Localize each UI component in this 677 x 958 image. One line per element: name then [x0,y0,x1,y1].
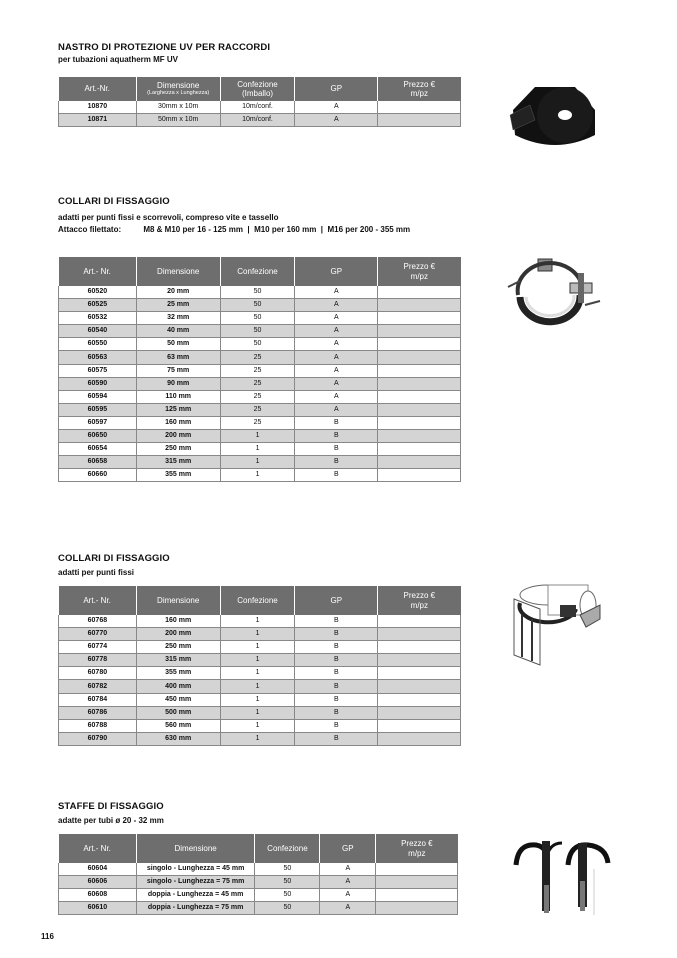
header-conf: Confezione (Imballo) [220,77,295,101]
art-cell: 10870 [59,101,137,114]
art-cell: 60520 [59,286,137,299]
gp-cell: A [295,286,378,299]
art-cell: 60550 [59,338,137,351]
table-row [59,377,461,390]
section-brackets [58,801,164,825]
section-subtitle: adatti per punti fissi [58,568,135,577]
art-cell: 60788 [59,719,137,732]
package-cell: 1 [220,628,295,641]
package-cell: 1 [220,706,295,719]
dimension-cell: 315 mm [136,456,220,469]
header-dim: Dimensione [136,834,255,863]
table-row [59,364,461,377]
gp-cell: A [295,364,378,377]
table-row [59,430,461,443]
package-cell: 50 [220,299,295,312]
art-cell: 60786 [59,706,137,719]
section-collars-fixed [58,553,170,577]
table-row [59,667,461,680]
table-row [59,680,461,693]
table-row [59,654,461,667]
art-cell: 60563 [59,351,137,364]
header-art: Art.-Nr. [59,77,137,101]
table-collars-sliding [58,257,461,482]
section-title: STAFFE DI FISSAGGIO [58,801,164,812]
package-cell: 1 [220,456,295,469]
gp-cell: A [295,299,378,312]
price-cell [378,443,461,456]
header-gp: GP [320,834,376,863]
dimension-cell: 200 mm [136,430,220,443]
package-cell: 50 [220,312,295,325]
package-cell: 25 [220,403,295,416]
price-cell [378,416,461,429]
package-cell: 1 [220,732,295,745]
dimension-cell: doppia - Lunghezza = 45 mm [136,889,255,902]
dimension-cell: 63 mm [136,351,220,364]
gp-cell: A [320,889,376,902]
gp-cell: A [295,338,378,351]
price-cell [378,286,461,299]
price-cell [378,377,461,390]
table-row [59,628,461,641]
section-thread-info: Attacco filettato: M8 & M10 per 16 - 125 mm | M10 per 160 mm | M16 per 200 - 355 mm [58,225,411,234]
package-cell: 1 [220,654,295,667]
table-row [59,325,461,338]
header-price: Prezzo € m/pz [378,257,461,286]
table-uv-tape [58,77,461,127]
package-cell: 1 [220,667,295,680]
header-conf: Confezione [255,834,320,863]
table-row [59,416,461,429]
art-cell: 60790 [59,732,137,745]
gp-cell: B [295,456,378,469]
price-cell [378,719,461,732]
art-cell: 60575 [59,364,137,377]
table-brackets [58,834,458,915]
header-price: Prezzo € m/pz [378,77,461,101]
art-cell: 60606 [59,876,137,889]
gp-cell: A [295,351,378,364]
package-cell: 1 [220,430,295,443]
price-cell [378,351,461,364]
art-cell: 60608 [59,889,137,902]
price-cell [378,299,461,312]
dimension-cell: 90 mm [136,377,220,390]
dimension-cell: singolo - Lunghezza = 75 mm [136,876,255,889]
table-row [59,902,458,915]
package-cell: 1 [220,680,295,693]
gp-cell: A [295,101,378,114]
price-cell [378,312,461,325]
dimension-cell: 250 mm [136,443,220,456]
price-cell [378,456,461,469]
header-art: Art.- Nr. [59,257,137,286]
price-cell [378,403,461,416]
price-cell [378,430,461,443]
package-cell: 1 [220,443,295,456]
dimension-cell: doppia - Lunghezza = 75 mm [136,902,255,915]
header-art: Art.- Nr. [59,834,137,863]
package-cell: 1 [220,693,295,706]
art-cell: 60650 [59,430,137,443]
table-row [59,338,461,351]
dimension-cell: 400 mm [136,680,220,693]
art-cell: 60590 [59,377,137,390]
section-subtitle: adatti per punti fissi e scorrevoli, compreso vite e tassello [58,213,279,222]
price-cell [378,706,461,719]
price-cell [376,902,458,915]
art-cell: 60774 [59,641,137,654]
gp-cell: B [295,443,378,456]
dimension-cell: singolo - Lunghezza = 45 mm [136,863,255,876]
gp-cell: A [295,114,378,127]
table-row [59,889,458,902]
package-cell: 50 [220,286,295,299]
art-cell: 60594 [59,390,137,403]
package-cell: 25 [220,390,295,403]
gp-cell: B [295,628,378,641]
section-title: COLLARI DI FISSAGGIO [58,196,170,207]
price-cell [378,114,461,127]
price-cell [378,628,461,641]
table-row [59,706,461,719]
gp-cell: B [295,416,378,429]
package-cell: 25 [220,351,295,364]
dimension-cell: 160 mm [136,416,220,429]
table-row [59,403,461,416]
dimension-cell: 355 mm [136,667,220,680]
art-cell: 60660 [59,469,137,482]
art-cell: 60784 [59,693,137,706]
table-row [59,469,461,482]
gp-cell: B [295,680,378,693]
package-cell: 1 [220,469,295,482]
section-title: COLLARI DI FISSAGGIO [58,553,170,564]
page-number: 116 [41,932,54,941]
art-cell: 60654 [59,443,137,456]
gp-cell: A [320,902,376,915]
dimension-cell: 355 mm [136,469,220,482]
gp-cell: A [320,863,376,876]
section-title: NASTRO DI PROTEZIONE UV PER RACCORDI [58,42,271,53]
art-cell: 60604 [59,863,137,876]
art-cell: 60610 [59,902,137,915]
art-cell: 60778 [59,654,137,667]
gp-cell: B [295,719,378,732]
package-cell: 50 [220,325,295,338]
section-subtitle: per tubazioni aquatherm MF UV [58,55,179,64]
package-cell: 50 [255,876,320,889]
art-cell: 60780 [59,667,137,680]
art-cell: 60782 [59,680,137,693]
section-uv-tape [58,42,270,64]
dimension-cell: 32 mm [136,312,220,325]
header-dim: Dimensione [136,257,220,286]
price-cell [378,338,461,351]
header-gp: GP [295,77,378,101]
table-collars-fixed [58,586,461,746]
table-row [59,876,458,889]
art-cell: 60658 [59,456,137,469]
pipe-clamp-image [500,255,610,340]
table-row [59,101,461,114]
section-subtitle: adatte per tubi ø 20 - 32 mm [58,816,164,825]
package-cell: 50 [220,338,295,351]
header-dim: Dimensione (Larghezza x Lunghezza) [136,77,220,101]
art-cell: 60597 [59,416,137,429]
header-conf: Confezione [220,586,295,615]
gp-cell: B [295,615,378,628]
price-cell [376,876,458,889]
price-cell [378,680,461,693]
gp-cell: B [295,641,378,654]
package-cell: 10m/conf. [220,101,295,114]
price-cell [378,390,461,403]
art-cell: 60768 [59,615,137,628]
header-dim: Dimensione [136,586,220,615]
package-cell: 1 [220,615,295,628]
gp-cell: B [295,667,378,680]
header-gp: GP [295,586,378,615]
art-cell: 60770 [59,628,137,641]
dimension-cell: 75 mm [136,364,220,377]
art-cell: 60595 [59,403,137,416]
price-cell [378,693,461,706]
table-row [59,390,461,403]
gp-cell: B [295,706,378,719]
fixed-clamp-image [500,575,615,670]
package-cell: 1 [220,719,295,732]
table-row [59,732,461,745]
dimension-cell: 125 mm [136,403,220,416]
dimension-cell: 160 mm [136,615,220,628]
header-price: Prezzo € m/pz [378,586,461,615]
price-cell [376,863,458,876]
dimension-cell: 200 mm [136,628,220,641]
package-cell: 50 [255,863,320,876]
price-cell [378,732,461,745]
table-row [59,863,458,876]
gp-cell: B [295,430,378,443]
dimension-cell: 25 mm [136,299,220,312]
pipe-bracket-image [508,833,618,918]
table-row [59,286,461,299]
table-row [59,299,461,312]
gp-cell: B [295,654,378,667]
art-cell: 60540 [59,325,137,338]
dimension-cell: 500 mm [136,706,220,719]
header-gp: GP [295,257,378,286]
price-cell [378,654,461,667]
dimension-cell: 40 mm [136,325,220,338]
table-row [59,443,461,456]
package-cell: 50 [255,902,320,915]
package-cell: 50 [255,889,320,902]
package-cell: 25 [220,377,295,390]
table-row [59,114,461,127]
table-row [59,312,461,325]
gp-cell: A [295,390,378,403]
gp-cell: A [295,325,378,338]
price-cell [378,615,461,628]
price-cell [378,101,461,114]
gp-cell: B [295,693,378,706]
package-cell: 10m/conf. [220,114,295,127]
art-cell: 60532 [59,312,137,325]
price-cell [378,469,461,482]
art-cell: 60525 [59,299,137,312]
package-cell: 25 [220,364,295,377]
gp-cell: A [295,312,378,325]
gp-cell: A [295,377,378,390]
table-row [59,719,461,732]
header-price: Prezzo € m/pz [376,834,458,863]
table-row [59,693,461,706]
gp-cell: B [295,732,378,745]
uv-tape-roll-image [505,75,605,155]
dimension-cell: 50mm x 10m [136,114,220,127]
price-cell [378,325,461,338]
dimension-cell: 30mm x 10m [136,101,220,114]
table-row [59,615,461,628]
header-art: Art.- Nr. [59,586,137,615]
section-collars-sliding [58,196,410,234]
price-cell [376,889,458,902]
table-row [59,456,461,469]
price-cell [378,667,461,680]
table-row [59,641,461,654]
dimension-cell: 560 mm [136,719,220,732]
dimension-cell: 20 mm [136,286,220,299]
gp-cell: A [295,403,378,416]
dimension-cell: 50 mm [136,338,220,351]
gp-cell: A [320,876,376,889]
price-cell [378,364,461,377]
header-conf: Confezione [220,257,295,286]
dimension-cell: 315 mm [136,654,220,667]
package-cell: 1 [220,641,295,654]
price-cell [378,641,461,654]
dimension-cell: 250 mm [136,641,220,654]
dimension-cell: 450 mm [136,693,220,706]
dimension-cell: 110 mm [136,390,220,403]
package-cell: 25 [220,416,295,429]
dimension-cell: 630 mm [136,732,220,745]
gp-cell: B [295,469,378,482]
art-cell: 10871 [59,114,137,127]
table-row [59,351,461,364]
